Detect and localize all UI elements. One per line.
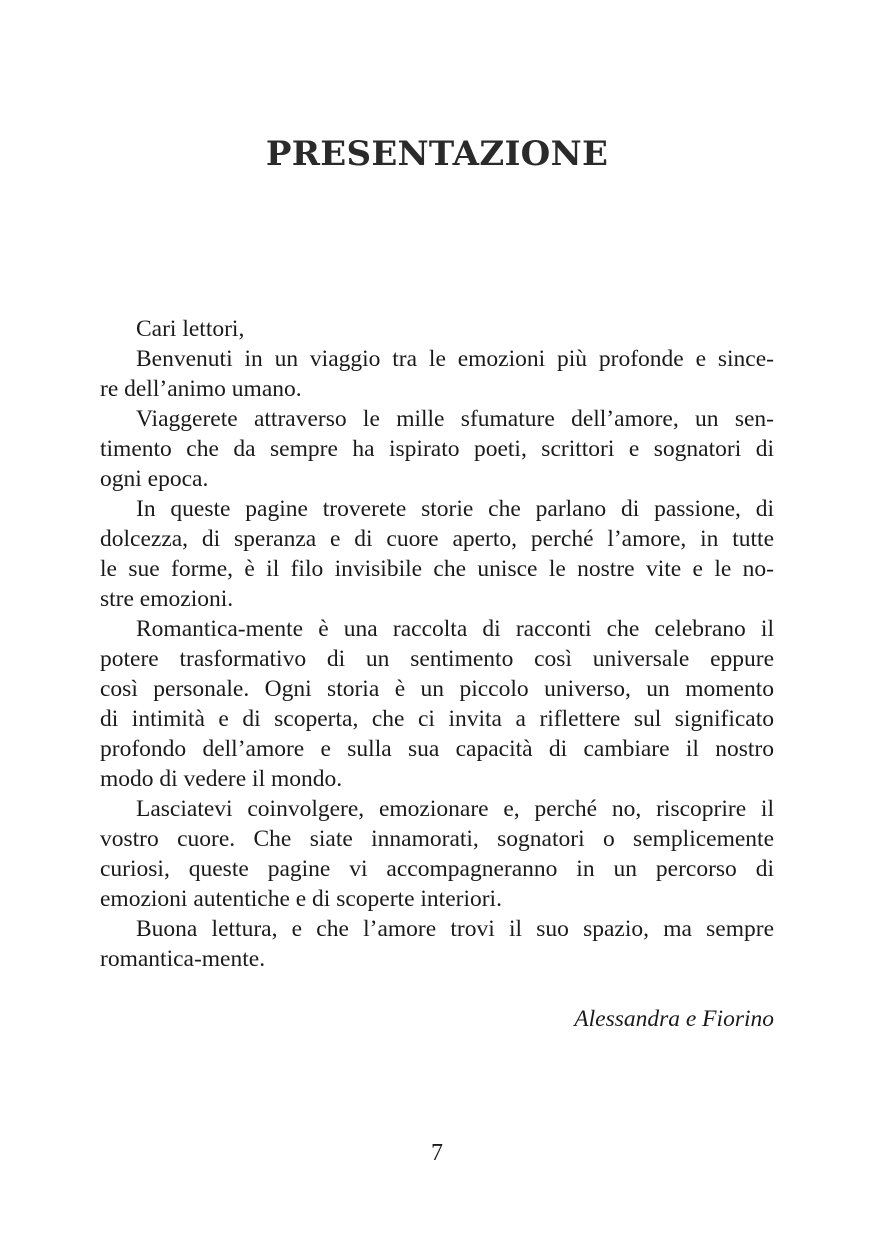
presentation-body [100, 314, 774, 974]
text-line: Benvenuti in un viaggio tra le emozioni più profonde e since- [136, 346, 774, 372]
text-line: dolcezza, di speranza e di cuore aperto, perché l’amore, in tutte [100, 526, 774, 552]
text-line: curiosi, queste pagine vi accompagneranno in un percorso di [100, 856, 774, 882]
text-line: potere trasformativo di un sentimento così universale eppure [100, 646, 774, 672]
page-number: 7 [431, 1140, 443, 1166]
text-line: di intimità e di scoperta, che ci invita a riflettere sul significato [100, 706, 774, 732]
text-line: ogni epoca. [100, 466, 209, 492]
text-line: Viaggerete attraverso le mille sfumature dell’amore, un sen- [136, 406, 774, 432]
text-line: così personale. Ogni storia è un piccolo universo, un momento [100, 676, 774, 702]
text-line: In queste pagine troverete storie che parlano di passione, di [136, 496, 774, 522]
text-line: emozioni autentiche e di scoperte interiori. [100, 886, 502, 912]
text-line: Buona lettura, e che l’amore trovi il suo spazio, ma sempre [136, 916, 774, 942]
text-line: romantica-mente. [100, 946, 266, 972]
text-line: re dell’animo umano. [100, 376, 302, 402]
text-line: Cari lettori, [136, 316, 245, 342]
text-line: modo di vedere il mondo. [100, 766, 343, 792]
text-line: Lasciatevi coinvolgere, emozionare e, perché no, riscoprire il [136, 796, 774, 822]
page-title: PRESENTAZIONE [265, 134, 609, 174]
text-line: vostro cuore. Che siate innamorati, sognatori o semplicemente [100, 826, 774, 852]
text-line: timento che da sempre ha ispirato poeti, scrittori e sognatori di [100, 436, 774, 462]
text-line: le sue forme, è il filo invisibile che unisce le nostre vite e le no- [100, 556, 774, 582]
text-line: profondo dell’amore e sulla sua capacità di cambiare il nostro [100, 736, 774, 762]
text-line: Romantica-mente è una raccolta di racconti che celebrano il [136, 616, 774, 642]
signature: Alessandra e Fiorino [574, 1006, 774, 1032]
text-line: stre emozioni. [100, 586, 234, 612]
